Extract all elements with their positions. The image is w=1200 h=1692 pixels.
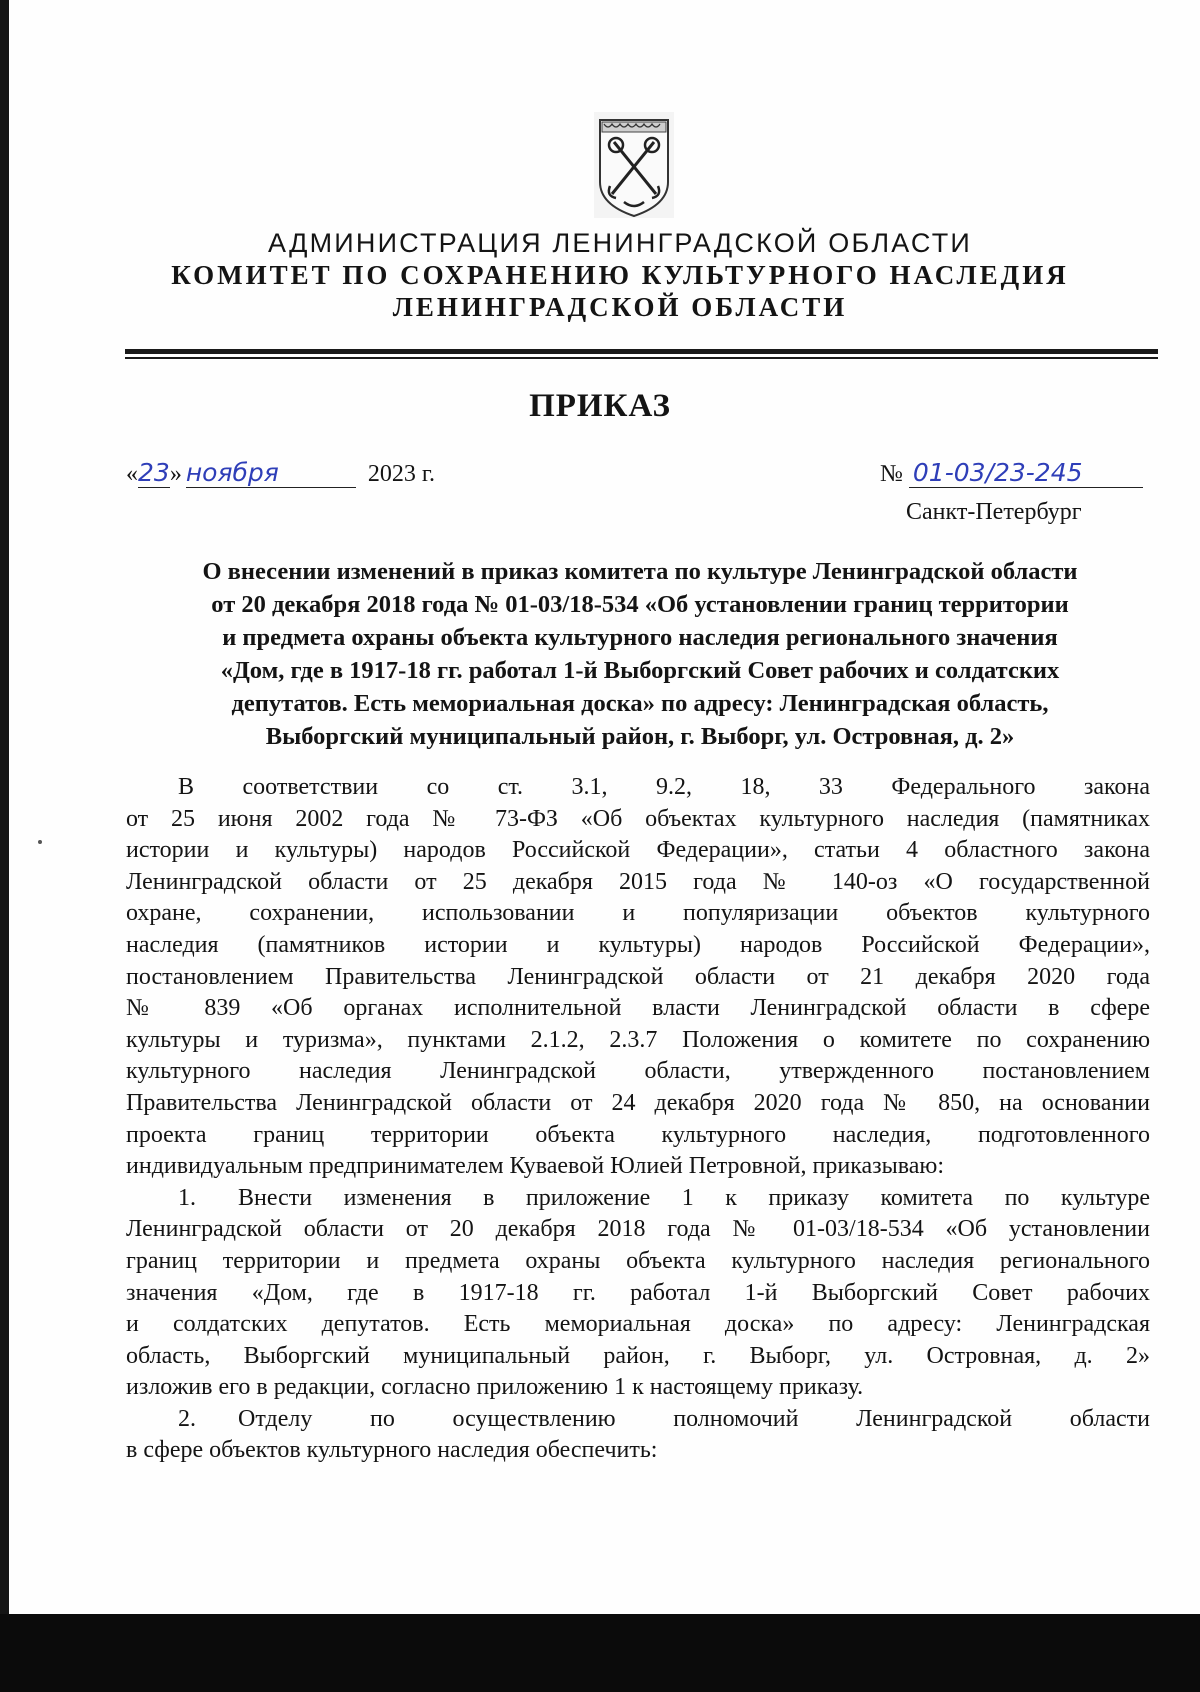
title-line: и предмета охраны объекта культурного наследия регионального значения — [222, 624, 1058, 651]
order-number — [880, 458, 1143, 488]
body-line: Ленинградской области от 25 декабря 2015 года № 140-оз «О государственной — [126, 868, 1150, 895]
body-line: проекта границ территории объекта культурного наследия, подготовленного — [126, 1121, 1150, 1148]
leningrad-oblast-coat-of-arms-icon — [594, 112, 674, 218]
date-month-handwritten: ноября — [186, 458, 356, 488]
body-line: № 839 «Об органах исполнительной власти Ленинградской области в сфере — [126, 995, 1150, 1022]
item-text: Отделу по осуществлению полномочий Ленинградской области — [238, 1405, 1150, 1432]
body-line: индивидуальным предпринимателем Куваевой Юлией Петровной, приказываю: — [126, 1153, 945, 1180]
title-line: Выборгский муниципальный район, г. Выборг, ул. Островная, д. 2» — [265, 723, 1015, 750]
body-line: Правительства Ленинградской области от 24 декабря 2020 года № 850, на основании — [126, 1089, 1150, 1116]
scan-speck — [38, 840, 42, 844]
title-line: О внесении изменений в приказ комитета по культуре Ленинградской области — [202, 558, 1078, 585]
order-number-handwritten: 01-03/23-245 — [909, 458, 1143, 488]
item-number: 1. — [178, 1184, 196, 1211]
date-year: 2023 г. — [367, 461, 435, 487]
body-line: культуры и туризма», пунктами 2.1.2, 2.3.7 Положения о комитете по сохранению — [126, 1026, 1150, 1053]
date-day-handwritten: 23 — [138, 458, 170, 487]
header-rule-thick — [125, 349, 1158, 354]
order-body — [126, 772, 1150, 1467]
order-item-2 — [126, 1404, 1150, 1467]
date-close-quote: » — [169, 461, 182, 487]
body-line: истории и культуры) народов Российской Федерации», статьи 4 областного закона — [126, 837, 1150, 864]
body-line: В соответствии со ст. 3.1, 9.2, 18, 33 Федерального закона — [178, 774, 1150, 800]
body-line: Ленинградской области от 20 декабря 2018 года № 01-03/18-534 «Об установлении — [126, 1216, 1150, 1243]
scan-border-bottom — [0, 1614, 1200, 1692]
body-line: от 25 июня 2002 года № 73-ФЗ «Об объектах культурного наследия (памятниках — [126, 805, 1150, 832]
issue-city: Санкт-Петербург — [906, 499, 1082, 525]
administration-name: АДМИНИСТРАЦИЯ ЛЕНИНГРАДСКОЙ ОБЛАСТИ — [267, 228, 972, 258]
item-text: Внести изменения в приложение 1 к приказу комитета по культуре — [238, 1184, 1150, 1211]
body-line: изложив его в редакции, согласно приложению 1 к настоящему приказу. — [126, 1374, 864, 1401]
body-line: границ территории и предмета охраны объекта культурного наследия регионального — [126, 1247, 1150, 1274]
body-line: и солдатских депутатов. Есть мемориальная доска» по адресу: Ленинградская — [126, 1311, 1150, 1338]
title-line: депутатов. Есть мемориальная доска» по адресу: Ленинградская область, — [231, 690, 1049, 717]
preamble-paragraph — [126, 772, 1150, 1183]
order-date — [126, 458, 435, 488]
body-line: культурного наследия Ленинградской области, утвержденного постановлением — [126, 1058, 1150, 1085]
number-sign: № — [880, 461, 903, 487]
body-line: область, Выборгский муниципальный район, г. Выборг, ул. Островная, д. 2» — [126, 1342, 1150, 1369]
committee-name: КОМИТЕТ ПО СОХРАНЕНИЮ КУЛЬТУРНОГО НАСЛЕДИЯ — [171, 260, 1069, 290]
body-line: наследия (памятников истории и культуры) народов Российской Федерации», — [126, 931, 1150, 958]
date-open-quote: « — [126, 461, 138, 487]
title-line: «Дом, где в 1917-18 гг. работал 1-й Выборгский Совет рабочих и солдатских — [220, 657, 1060, 684]
item-number: 2. — [178, 1405, 196, 1432]
order-title — [120, 555, 1160, 753]
order-item-1 — [126, 1183, 1150, 1404]
document-type-title: ПРИКАЗ — [529, 388, 671, 424]
body-line: значения «Дом, где в 1917-18 гг. работал 1-й Выборгский Совет рабочих — [126, 1279, 1150, 1306]
body-line: в сфере объектов культурного наследия обеспечить: — [126, 1437, 658, 1464]
item-first-line — [126, 1183, 1150, 1215]
scan-border-left — [0, 0, 9, 1692]
body-line: охране, сохранении, использовании и популяризации объектов культурного — [126, 900, 1150, 927]
title-line: от 20 декабря 2018 года № 01-03/18-534 «Об установлении границ территории — [211, 591, 1069, 618]
region-name: ЛЕНИНГРАДСКОЙ ОБЛАСТИ — [392, 292, 848, 322]
item-first-line — [126, 1404, 1150, 1436]
body-line: постановлением Правительства Ленинградской области от 21 декабря 2020 года — [126, 963, 1150, 990]
header-rule-thin — [125, 357, 1158, 359]
